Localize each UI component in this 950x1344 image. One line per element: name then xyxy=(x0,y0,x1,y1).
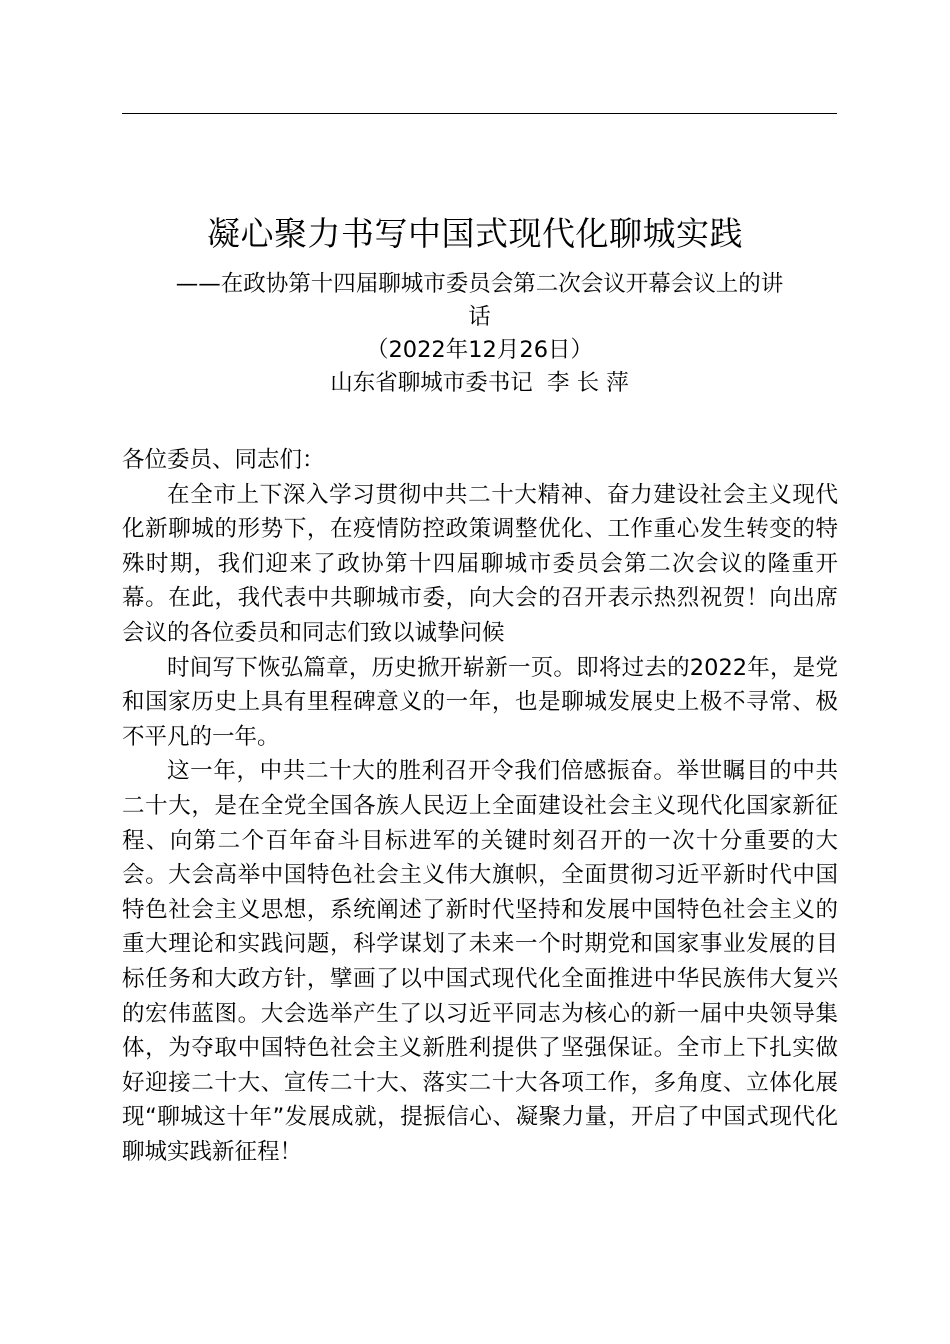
paragraph: 时间写下恢弘篇章，历史掀开崭新一页。即将过去的2022年，是党和国家历史上具有里程碑意义的一年，也是聊城发展史上极不寻常、极不平凡的一年。 xyxy=(122,654,838,750)
header-rule xyxy=(122,113,837,114)
subtitle-line-2: 话 xyxy=(468,304,491,330)
salutation: 各位委员、同志们： xyxy=(122,447,325,473)
subtitle-block xyxy=(122,268,837,400)
paragraph: 在全市上下深入学习贯彻中共二十大精神、奋力建设社会主义现代化新聊城的形势下，在疫情防控政策调整优化、工作重心发生转变的特殊时期，我们迎来了政协第十四届聊城市委员会第二次会议的隆重开幕。在此，我代表中共聊城市委，向大会的召开表示热烈祝贺！向出席会议的各位委员和同志们致以诚挚问候 xyxy=(122,481,838,646)
speech-date: （2022年12月26日） xyxy=(365,337,594,363)
document-title: 凝心聚力书写中国式现代化聊城实践 xyxy=(207,214,743,253)
speech-body xyxy=(122,443,838,1169)
speaker-line: 山东省聊城市委书记 李 长 萍 xyxy=(330,370,629,396)
subtitle-line-1: ——在政协第十四届聊城市委员会第二次会议开幕会议上的讲 xyxy=(175,271,784,297)
paragraph: 这一年，中共二十大的胜利召开令我们倍感振奋。举世瞩目的中共二十大，是在全党全国各族人民迈上全面建设社会主义现代化国家新征程、向第二个百年奋斗目标进军的关键时刻召开的一次十分重要的大会。大会高举中国特色社会主义伟大旗帜，全面贯彻习近平新时代中国特色社会主义思想，系统阐述了新时代坚持和发展中国特色社会主义的重大理论和实践问题，科学谋划了未来一个时期党和国家事业发展的目标任务和大政方针，擘画了以中国式现代化全面推进中华民族伟大复兴的宏伟蓝图。大会选举产生了以习近平同志为核心的新一届中央领导集体，为夺取中国特色社会主义新胜利提供了坚强保证。全市上下扎实做好迎接二十大、宣传二十大、落实二十大各项工作，多角度、立体化展现“聊城这十年”发展成就，提振信心、凝聚力量，开启了中国式现代化聊城实践新征程！ xyxy=(122,758,838,1165)
